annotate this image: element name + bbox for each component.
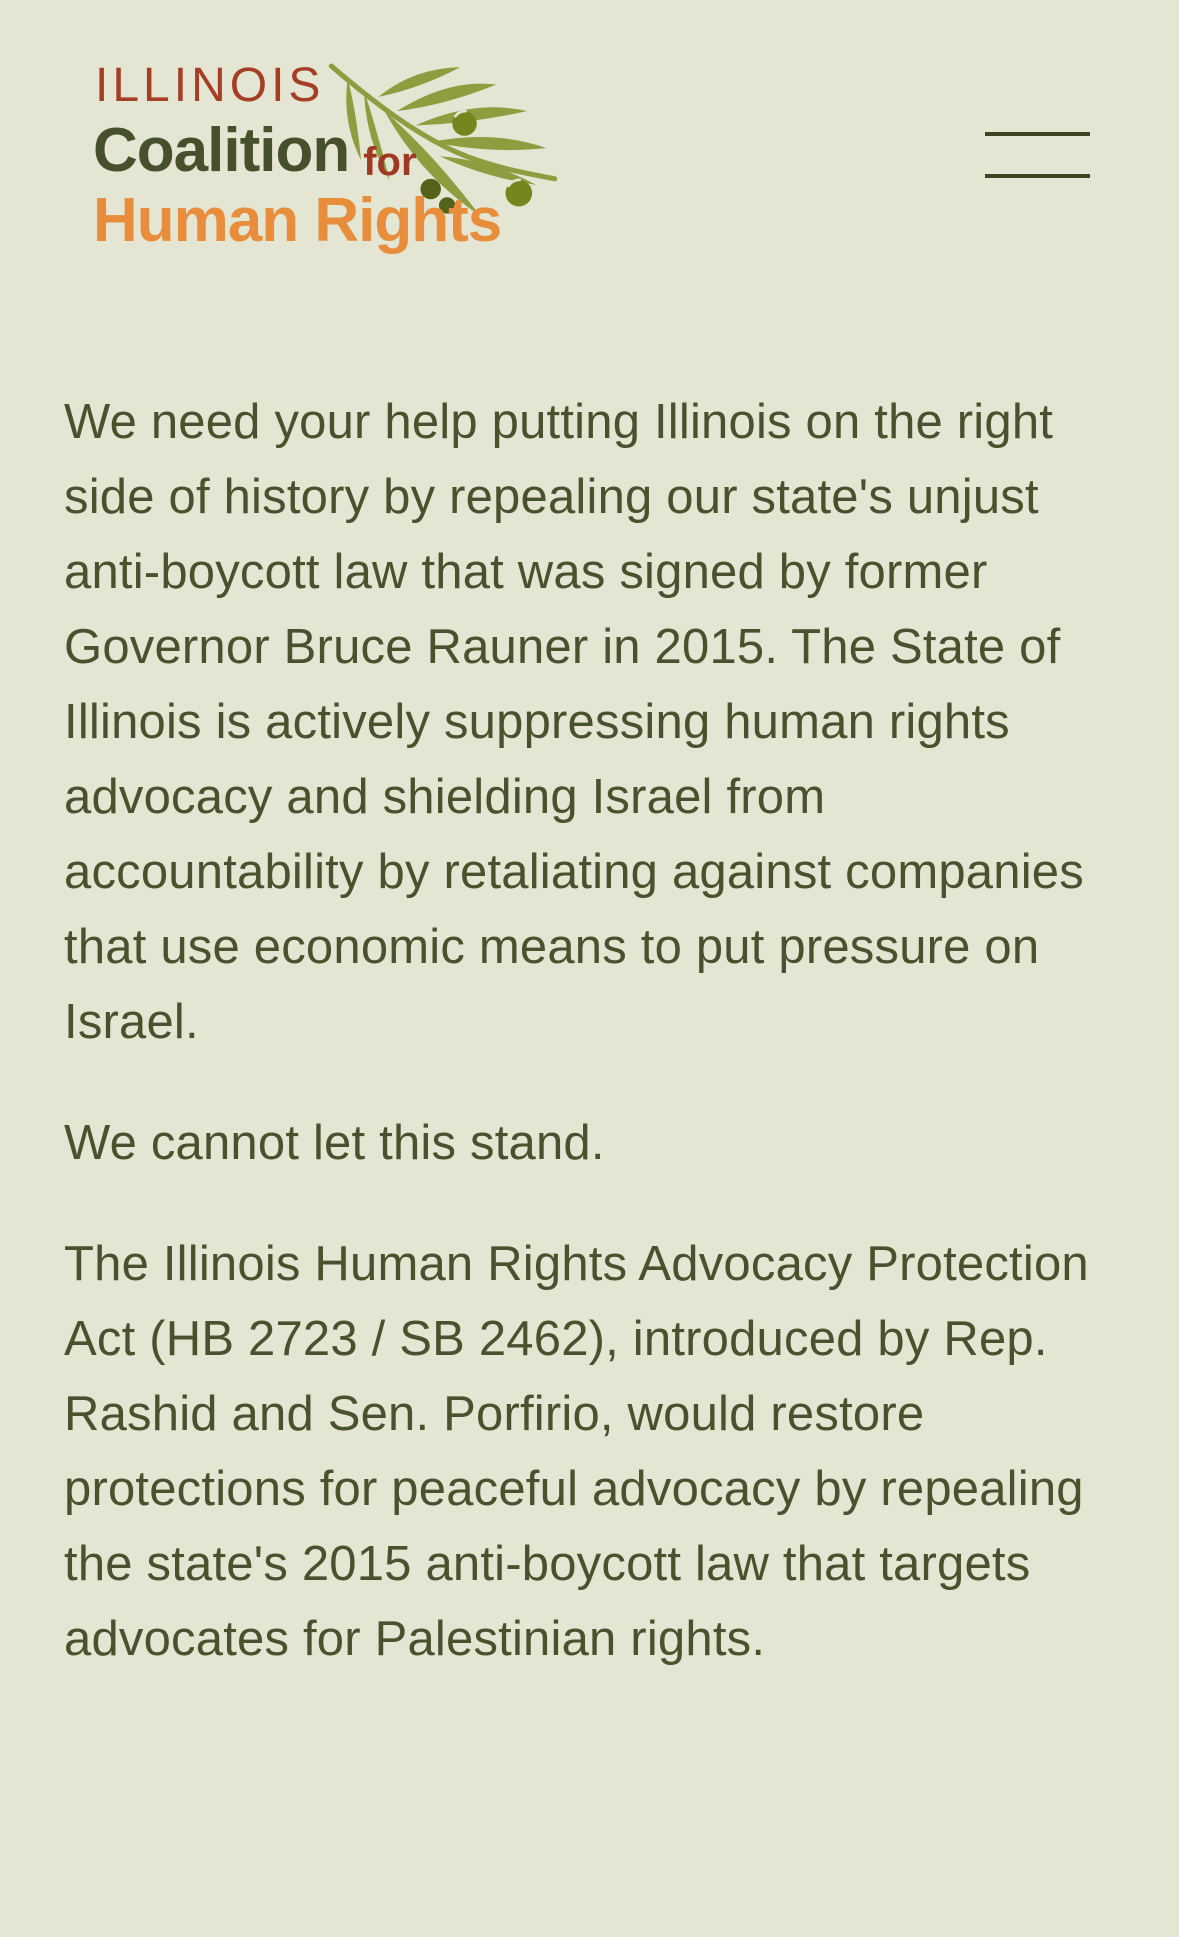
logo-text-illinois: ILLINOIS [95, 59, 325, 112]
logo-text-for: for [363, 140, 417, 184]
logo-text-coalition: Coalition [93, 116, 350, 185]
site-logo[interactable] [93, 59, 502, 255]
intro-paragraph: We need your help putting Illinois on the right side of history by repealing our state's unjust anti-boycott law that was signed by former Governor Bruce Rauner in 2015. The State of Illinois is actively suppressing human rights advocacy and shielding Israel from accountability by retaliating against companies that use economic means to put pressure on Israel. [64, 395, 1084, 1049]
stand-paragraph: We cannot let this stand. [64, 1116, 605, 1170]
act-paragraph: The Illinois Human Rights Advocacy Protection Act (HB 2723 / SB 2462), introduced by Rep. Rashid and Sen. Porfirio, would restore protections for peaceful advocacy by repealing the state's 2015 anti-boycott law that targets advocates for Palestinian rights. [64, 1237, 1089, 1666]
logo-text-line2 [93, 116, 501, 185]
logo-text-human-rights: Human Rights [93, 186, 502, 255]
